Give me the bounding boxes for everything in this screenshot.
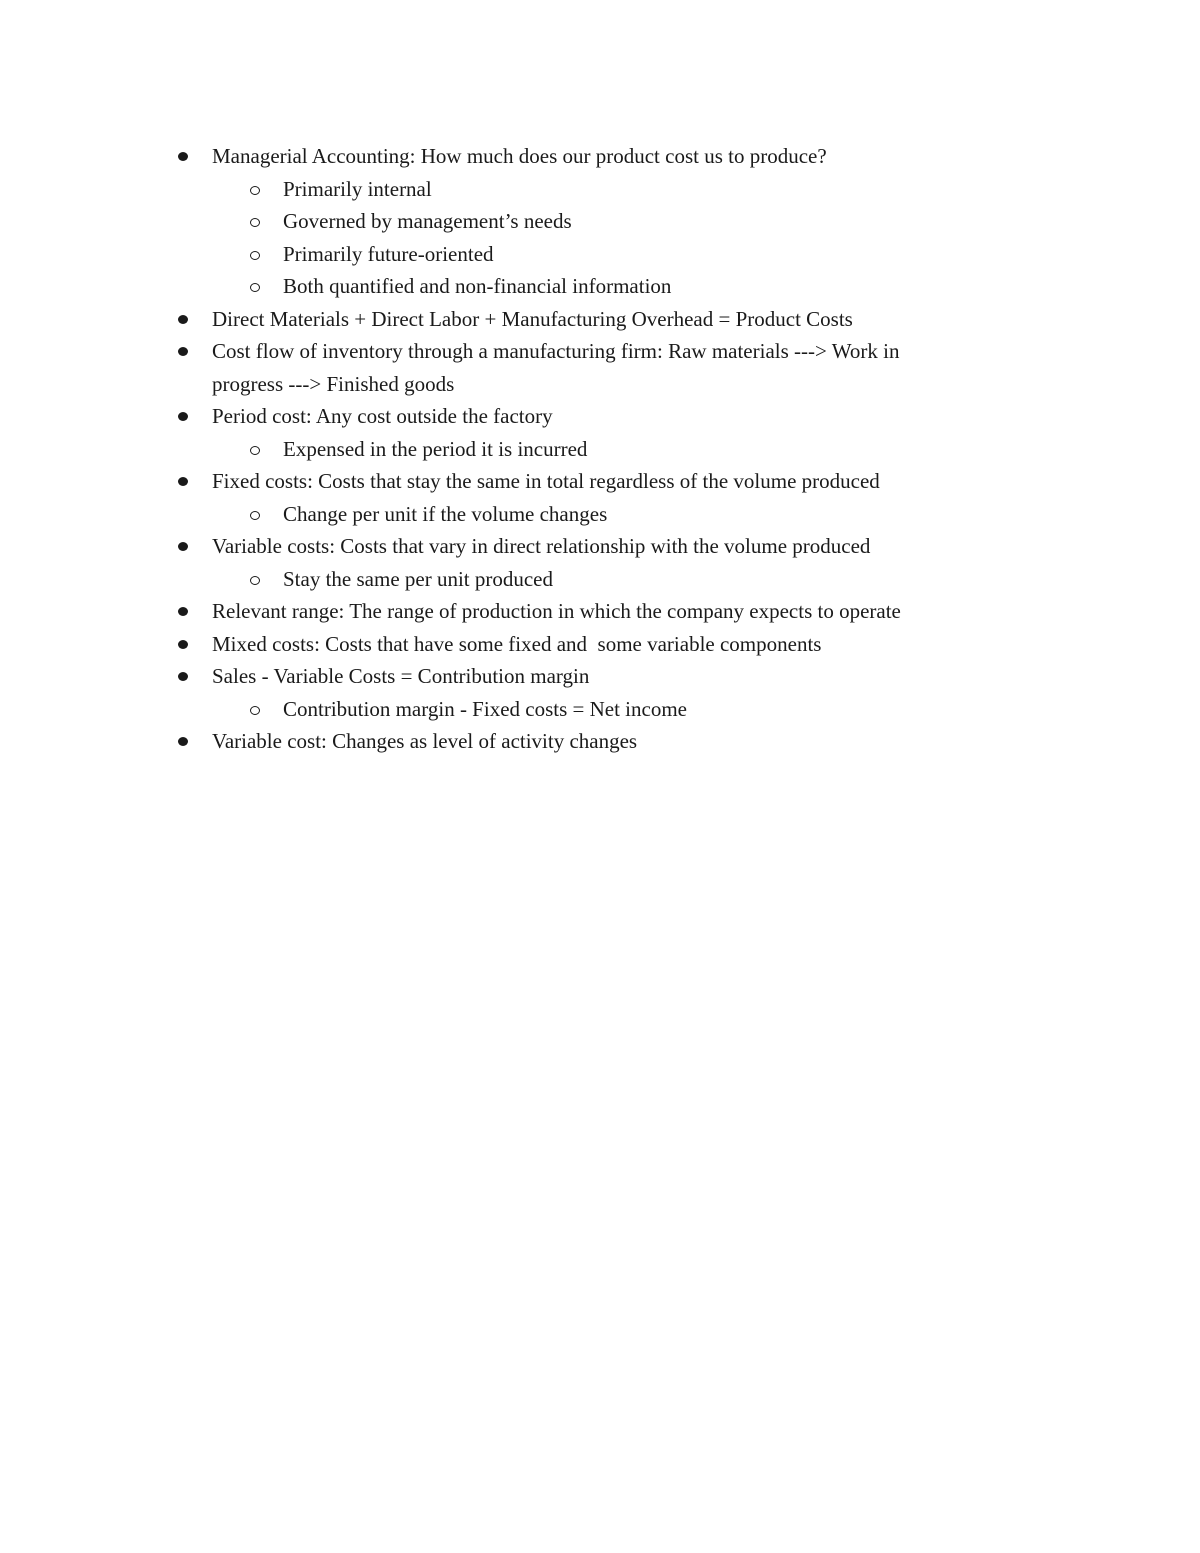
sub-list-item-text: Both quantified and non-financial information (283, 274, 672, 298)
list-item-text: Sales - Variable Costs = Contribution margin (212, 664, 590, 688)
hollow-bullet-icon (250, 446, 260, 455)
hollow-bullet-icon (250, 511, 260, 520)
list-item (0, 335, 1002, 400)
hollow-bullet-icon (250, 251, 260, 260)
list-item (0, 140, 1002, 173)
notes-list (0, 140, 1200, 758)
sub-list-item (0, 498, 1002, 531)
hollow-bullet-icon (250, 706, 260, 715)
sub-list-item (0, 563, 1002, 596)
bullet-icon (178, 737, 188, 746)
sub-list-item (0, 433, 1002, 466)
sub-list-item (0, 173, 1002, 206)
list-item (0, 465, 1002, 498)
hollow-bullet-icon (250, 576, 260, 585)
list-item (0, 725, 1002, 758)
list-item-text: Relevant range: The range of production in which the company expects to operate (212, 599, 901, 623)
list-item-text-continued: progress ---> Finished goods (212, 371, 455, 396)
list-item-text: Variable costs: Costs that vary in direct relationship with the volume produced (212, 534, 871, 558)
bullet-icon (178, 315, 188, 324)
bullet-icon (178, 477, 188, 486)
bullet-icon (178, 672, 188, 681)
sub-list-item (0, 693, 1002, 726)
list-item (0, 595, 1002, 628)
list-item (0, 530, 1002, 563)
sub-list-item-text: Governed by management’s needs (283, 209, 572, 233)
list-item (0, 303, 1002, 336)
bullet-icon (178, 152, 188, 161)
list-item (0, 660, 1002, 693)
sub-list-item-text: Stay the same per unit produced (283, 566, 554, 591)
sub-list-item (0, 270, 1002, 303)
sub-list-item-text: Primarily internal (283, 176, 432, 201)
sub-list-item-text: Expensed in the period it is incurred (283, 436, 588, 461)
list-item-text: Variable cost: Changes as level of activity changes (212, 729, 638, 753)
list-item-text: Period cost: Any cost outside the factory (212, 404, 553, 428)
hollow-bullet-icon (250, 218, 260, 227)
hollow-bullet-icon (250, 186, 260, 195)
bullet-icon (178, 607, 188, 616)
list-item-text: Mixed costs: Costs that have some fixed and some variable components (212, 631, 822, 656)
list-item (0, 628, 1002, 661)
bullet-icon (178, 347, 188, 356)
list-item (0, 400, 1002, 433)
bullet-icon (178, 640, 188, 649)
bullet-icon (178, 542, 188, 551)
sub-list-item-text: Contribution margin - Fixed costs = Net income (283, 696, 687, 721)
list-item-text: Cost flow of inventory through a manufacturing firm: Raw materials ---> Work in (212, 339, 900, 363)
sub-list-item (0, 238, 1002, 271)
list-item-text: Fixed costs: Costs that stay the same in total regardless of the volume produced (212, 469, 880, 493)
bullet-icon (178, 412, 188, 421)
sub-list-item-text: Primarily future-oriented (283, 241, 494, 266)
list-item-text: Managerial Accounting: How much does our product cost us to produce? (212, 144, 827, 168)
list-item-text: Direct Materials + Direct Labor + Manufacturing Overhead = Product Costs (212, 306, 853, 331)
sub-list-item (0, 205, 1002, 238)
sub-list-item-text: Change per unit if the volume changes (283, 501, 608, 526)
hollow-bullet-icon (250, 283, 260, 292)
